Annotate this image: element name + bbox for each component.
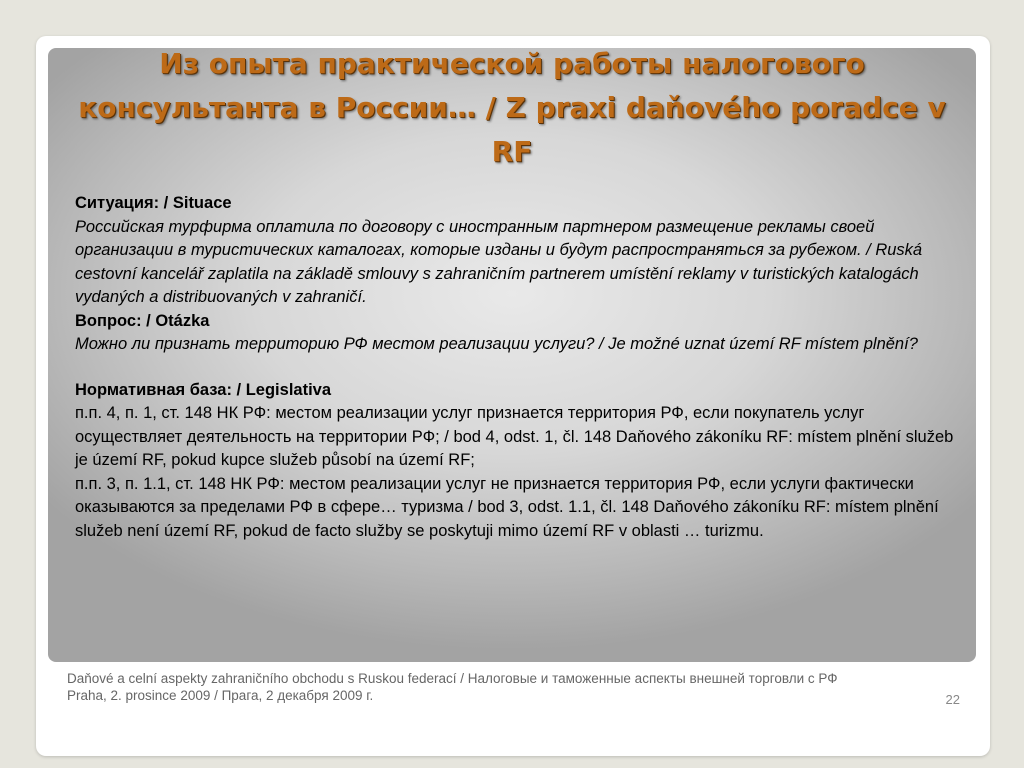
footer-line-2: Praha, 2. prosince 2009 / Прага, 2 декабря 2009 г. — [67, 687, 374, 703]
slide-body — [75, 192, 960, 543]
page-number: 22 — [945, 692, 960, 707]
situation-label: Ситуация: / Situace — [75, 194, 232, 212]
legislation-label: Нормативная база: / Legislativa — [75, 380, 332, 399]
legislation-paragraph-1: п.п. 4, п. 1, ст. 148 НК РФ: местом реализации услуг признается территория РФ, если покупатель услуг осуществляет деятельность на территории РФ; / bod 4, odst. 1, čl. 148 Daňového zákoníku RF: místem plnění služeb je území RF, pokud kupce služeb působí na území RF; — [75, 404, 954, 469]
slide-title: Из опыта практической работы налогового консультанта в России… / Z praxi daňového poradce v RF — [78, 47, 946, 168]
question-label: Вопрос: / Otázka — [75, 311, 210, 330]
footer-line-1: Daňové a celní aspekty zahraničního obchodu s Ruskou federací / Налоговые и таможенные аспекты внешней торговли с РФ — [67, 671, 838, 686]
slide-footer — [67, 671, 897, 704]
legislation-paragraph-2: п.п. 3, п. 1.1, ст. 148 НК РФ: местом реализации услуг не признается территория РФ, если услуги фактически оказываются за пределами РФ в сфере… туризма / bod 3, odst. 1.1, čl. 148 Daňového zákoníku RF: místem plnění služeb není území RF, pokud de facto služby se poskytuji mimo území RF v oblasti … turizmu. — [75, 474, 939, 540]
situation-text: Российская турфирма оплатила по договору с иностранным партнером размещение рекламы своей организации в туристических каталогах, которые изданы и будут распространяться за рубежом. / Ruská cestovní kancelář zaplatila na základě smlouvy s zahraničním partnerem umístění reklamy v turistických katalogách vydaných a distribuovaných v zahraničí. — [75, 217, 923, 306]
section-spacer — [75, 357, 960, 379]
question-text: Можно ли признать территорию РФ местом реализации услуги? / Je možné uznat území RF místem plnění? — [75, 335, 918, 353]
